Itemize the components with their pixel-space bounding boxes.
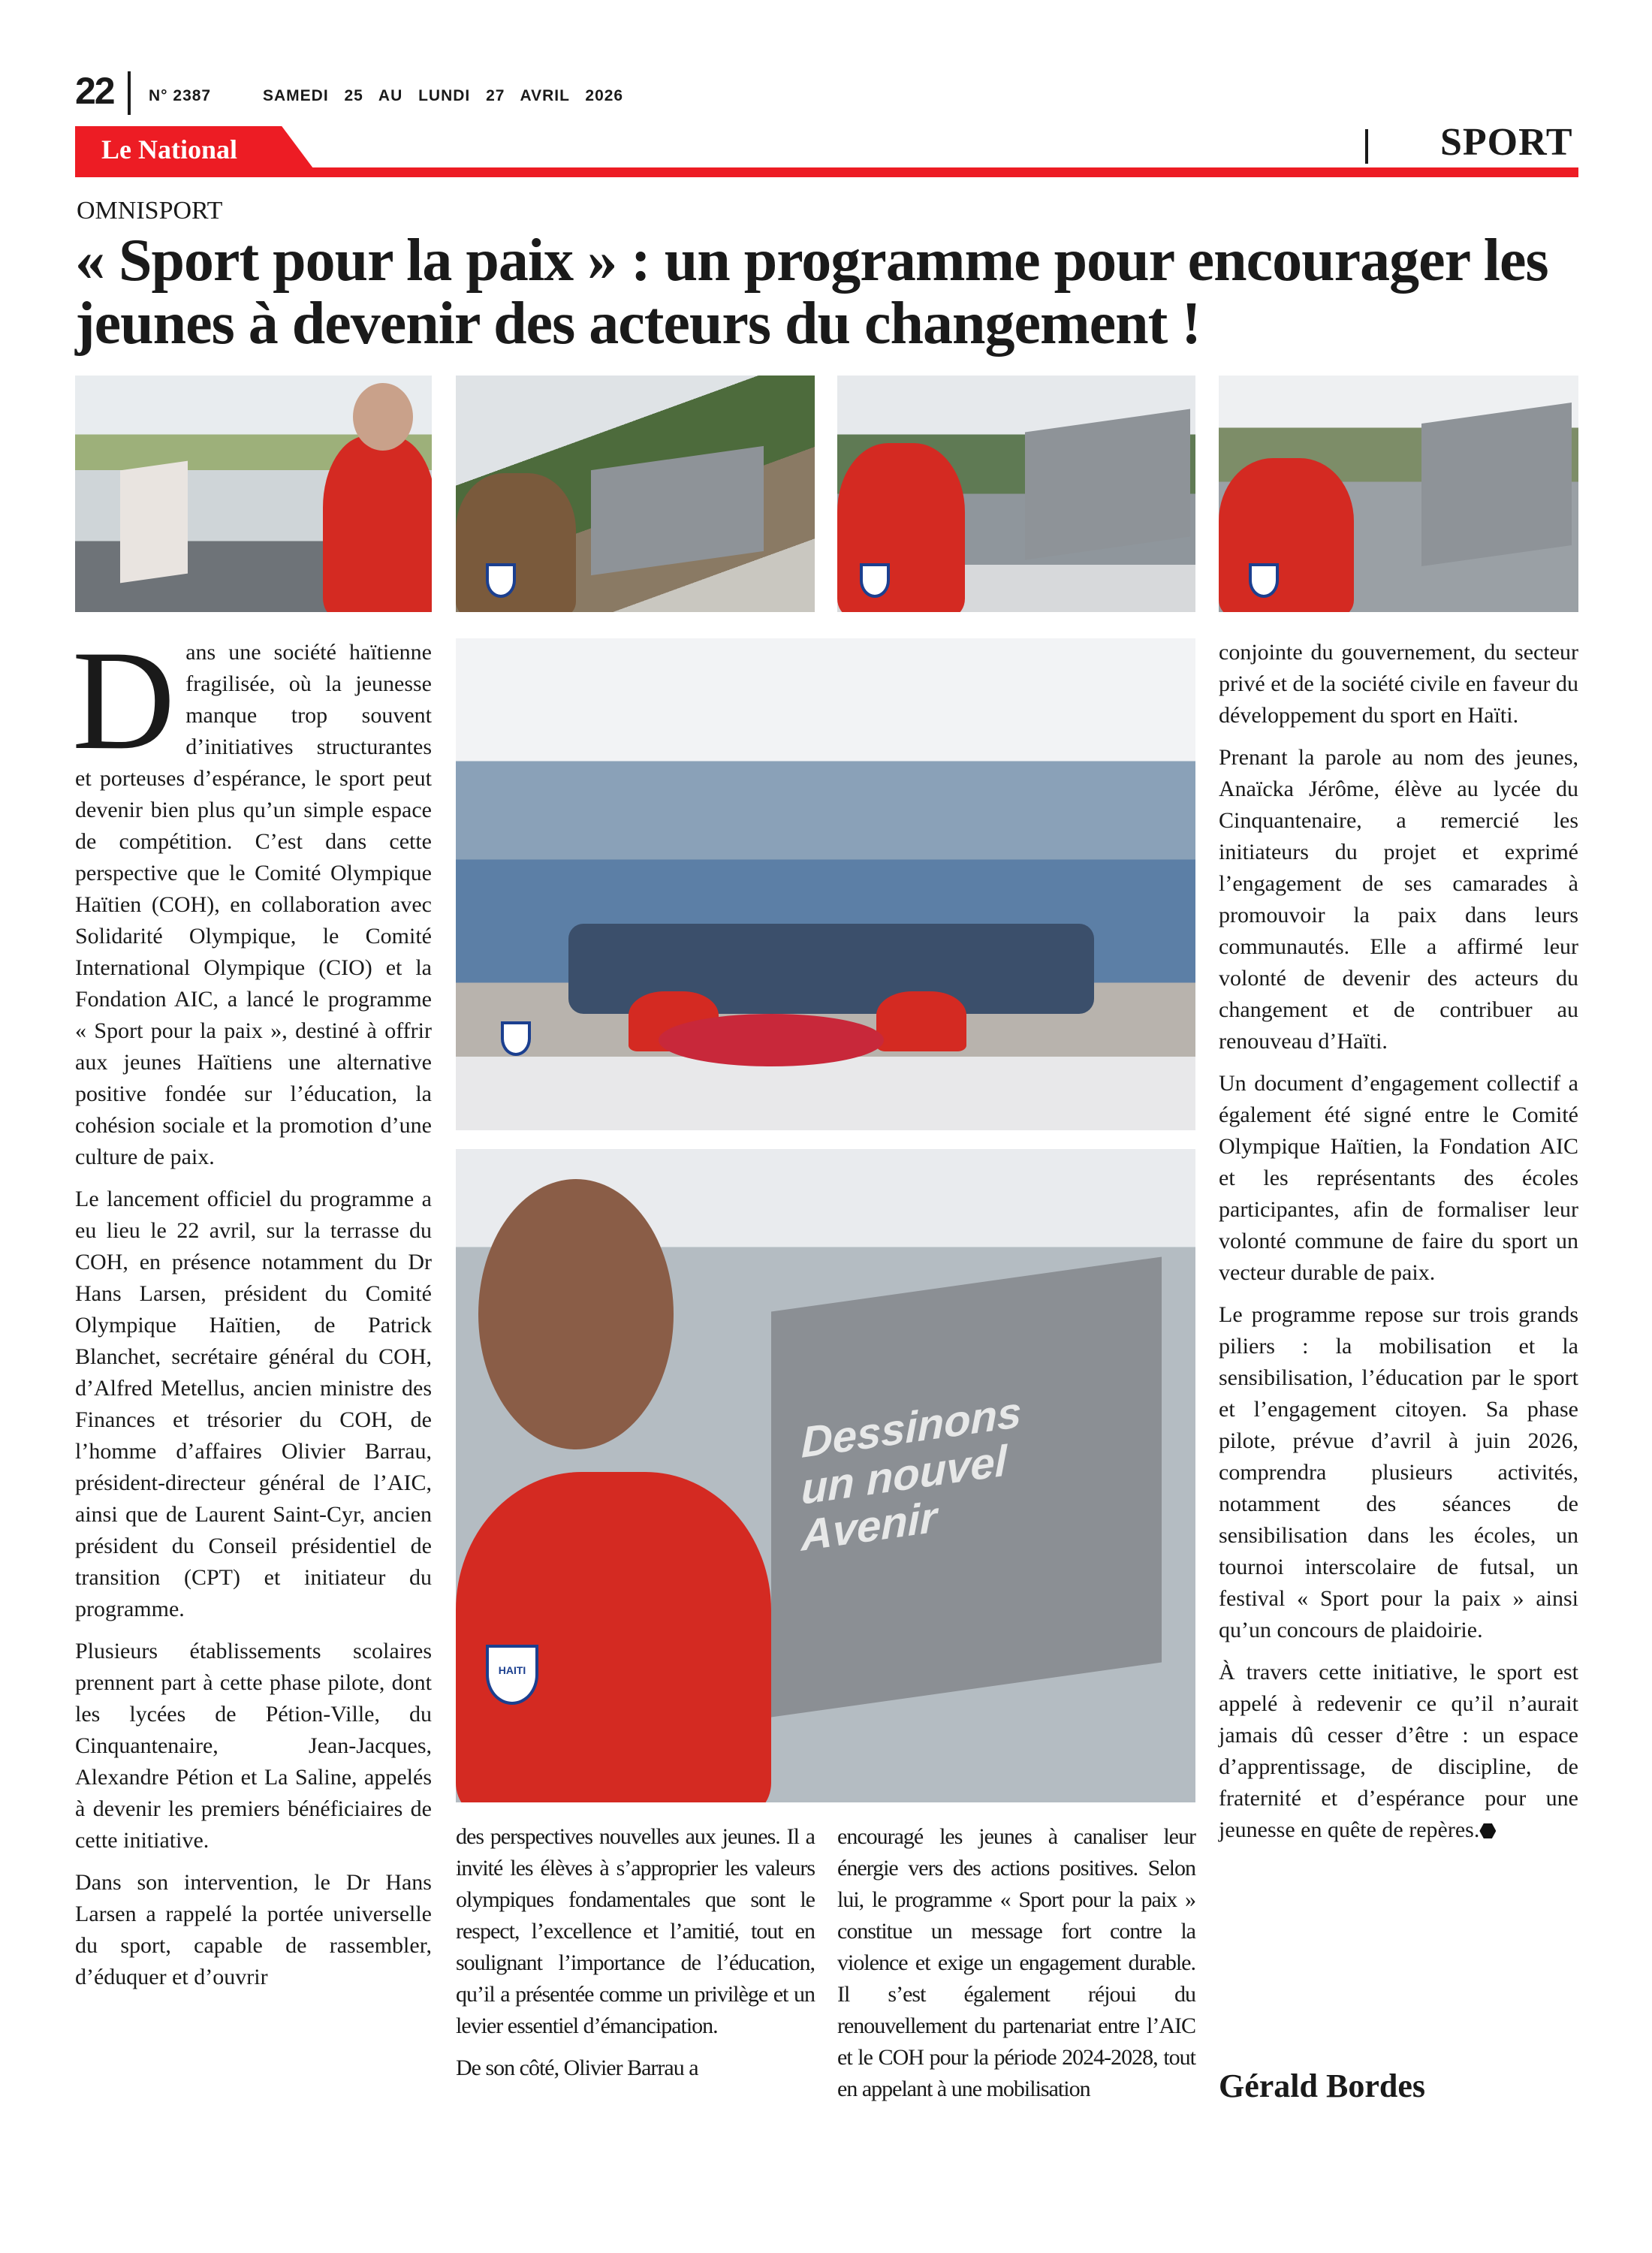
paragraph: Un document d’engagement collectif a également été signé entre le Comité Olympique Haïtien, la Fondation AIC et les représentants des écoles participantes, afin de formaliser leur volonté commune de faire du sport un vecteur durable de paix. [1219,1071,1578,1285]
paragraph: Le programme repose sur trois grands piliers : la mobilisation et la sensibilisation, l’éducation par le sport et l’engagement citoyen. Sa phase pilote, prévue d’avril à juin 2026, comprendra plusieurs activités, notamment des séances de sensibilisation dans les écoles, un tournoi interscolaire de futsal, un festival « Sport pour la paix » ainsi qu’un concours de plaidoirie. [1219,1302,1578,1642]
paragraph: Dans son intervention, le Dr Hans Larsen a rappelé la portée universelle du sport, capable de rassembler, d’éduquer et d’ouvrir [75,1870,432,1989]
paragraph: À travers cette initiative, le sport est appelé à redevenir ce qu’il n’aurait jamais dû cesser d’être : un espace d’apprentissage, de discipline, de fraternité et d’espérance pour une jeunesse en quête de repères. [1219,1660,1578,1842]
paragraph: Le lancement officiel du programme a eu lieu le 22 avril, sur la terrasse du COH, en présence notamment du Dr Hans Larsen, président du Comité Olympique Haïtien, de Patrick Blanchet, secrétaire général du COH, d’Alfred Metellus, ancien ministre des Finances et trésorier du COH, de l’homme d’affaires Olivier Barrau, président-directeur général de l’AIC, ainsi que de Laurent Saint-Cyr, ancien président du Conseil présidentiel de transition (CPT) et initiateur du programme. [75,1187,432,1621]
kicker: OMNISPORT [77,197,223,225]
article-column-3 [837,1821,1195,2116]
photo-man-signing [1219,376,1578,612]
issue-date: SAMEDI 25 AU LUNDI 27 AVRIL 2026 [263,87,624,104]
issue-number: N° 2387 [149,87,212,104]
section-label: SPORT [1440,121,1573,164]
photo-student-signing [456,376,815,612]
paragraph: ans une société haïtienne fragilisée, où la jeunesse manque trop souvent d’initiatives structurantes et porteuses d’espérance, le sport peut devenir bien plus qu’un simple espace de compétition. C’est dans cette perspective que le Comité Olympique Haïtien (COH), en collaboration avec Solidarité Olympique, le Comité International Olympique (CIO) et la Fondation AIC, a lancé le programme « Sport pour la paix », destiné à offrir aux jeunes Haïtiens une alternative positive fondée sur l’éducation, la cohésion sociale et la promotion d’une culture de paix. [75,640,432,1169]
haiti-badge-icon [486,1645,538,1705]
brand-logo: Le National [101,134,238,164]
paragraph: De son côté, Olivier Barrau a [456,2055,698,2080]
badge-text: HAITI [498,1664,526,1676]
board-text: Dessinons un nouvel Avenir [801,1387,1022,1561]
paragraph: Plusieurs établissements scolaires prennent part à cette phase pilote, dont les lycées de Pétion-Ville, du Cinquantenaire, Jean-Jacques, Alexandre Pétion et La Saline, appelés à devenir les premiers bénéficiaires de cette initiative. [75,1639,432,1853]
photo-closeup-signing [456,1149,1195,1802]
paragraph: encouragé les jeunes à canaliser leur énergie vers des actions positives. Selon lui, le programme « Sport pour la paix » constitue un message fort contre la violence et exige un engagement durable. Il s’est également réjoui du renouvellement du partenariat entre l’AIC et le COH pour la période 2024-2028, tout en appelant à une mobilisation [837,1824,1195,2101]
article-column-1 [72,622,432,2004]
divider [1365,129,1368,164]
photo-group [456,638,1195,1130]
article-column-2 [456,1821,815,2095]
photo-signing-board [75,376,432,612]
paragraph: conjointe du gouvernement, du secteur privé et de la société civile en faveur du développement du sport en Haïti. [1219,640,1578,728]
photo-official-signing [837,376,1195,612]
headline: « Sport pour la paix » : un programme pour encourager les jeunes à devenir des acteurs du changement ! [75,228,1548,357]
paragraph: des perspectives nouvelles aux jeunes. Il a invité les élèves à s’approprier les valeurs olympiques fondamentales que sont le respect, l’excellence et l’amitié, tout en soulignant l’importance de l’éducation, qu’il a présentée comme un privilège et un levier essentiel d’émancipation. [456,1824,815,2038]
paragraph: Prenant la parole au nom des jeunes, Anaïcka Jérôme, élève au lycée du Cinquantenaire, a remercié les initiateurs du projet et exprimé l’engagement de ses camarades à promouvoir la paix dans leurs communautés. Elle a affirmé leur volonté de devenir des acteurs du changement et de contribuer au renouveau d’Haïti. [1219,745,1578,1054]
end-mark-icon [1479,1823,1496,1838]
byline: Gérald Bordes [1219,2068,1425,2104]
article-column-4 [1219,637,1578,1856]
drop-cap: D [72,622,176,780]
divider [128,71,131,115]
page-number: 22 [75,70,114,112]
